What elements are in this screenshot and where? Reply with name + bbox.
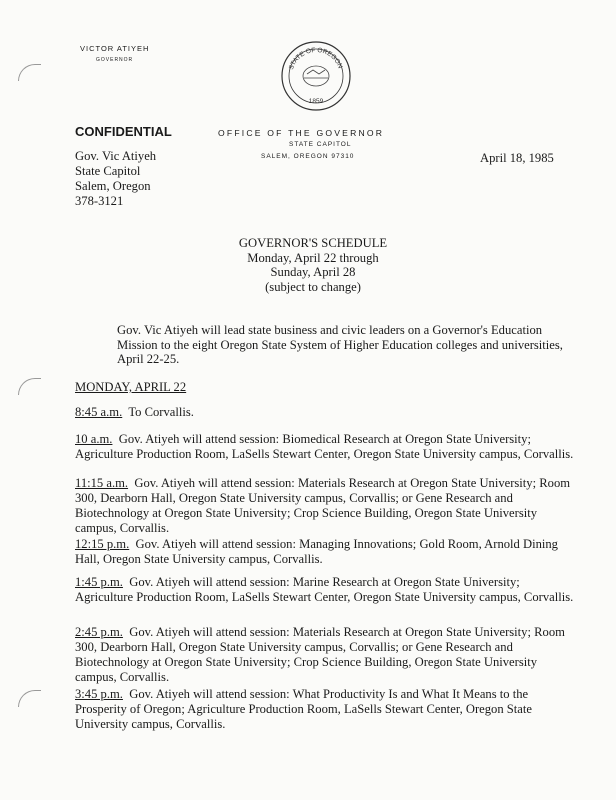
entry-text: Gov. Atiyeh will attend session: Materials Research at Oregon State University; Room 300, Dearborn Hall, Oregon State University campus, Corvallis; or Gene Research and Biotechnology at Oregon State University; Crop Science Building, Oregon State University campus, Corvallis.	[75, 625, 565, 684]
governor-name: VICTOR ATIYEH	[80, 44, 150, 53]
confidential-label: CONFIDENTIAL	[75, 124, 172, 139]
entry-text: Gov. Atiyeh will attend session: Materials Research at Oregon State University; Room 300, Dearborn Hall, Oregon State University campus, Corvallis; or Gene Research and Biotechnology at Oregon State University; Crop Science Building, Oregon State University campus, Corvallis.	[75, 476, 571, 535]
address-line-1: STATE CAPITOL	[289, 141, 352, 148]
schedule-range: Sunday, April 28	[270, 265, 356, 279]
address-line-2: SALEM, OREGON 97310	[261, 153, 355, 160]
schedule-title: GOVERNOR'S SCHEDULE	[238, 236, 388, 250]
contact-line: 378-3121	[75, 194, 124, 208]
intro-paragraph: Gov. Vic Atiyeh will lead state business and civic leaders on a Governor's Education Mission to the eight Oregon State System of Higher Education colleges and universities, April 22-25.	[117, 323, 563, 366]
schedule-title-block	[188, 236, 438, 294]
day-heading: MONDAY, APRIL 22	[75, 380, 187, 394]
entry-time: 3:45 p.m.	[75, 687, 123, 701]
schedule-entry	[75, 625, 575, 685]
margin-mark	[18, 64, 41, 81]
entry-time: 10 a.m.	[75, 432, 113, 446]
contact-line: Salem, Oregon	[75, 179, 151, 193]
entry-text: Gov. Atiyeh will attend session: Managing Innovations; Gold Room, Arnold Dining Hall, Oregon State University campus, Corvallis.	[75, 537, 558, 566]
entry-time: 1:45 p.m.	[75, 575, 123, 589]
contact-line: Gov. Vic Atiyeh	[75, 149, 157, 163]
entry-time: 8:45 a.m.	[75, 405, 123, 419]
margin-mark	[18, 690, 41, 707]
entry-time: 11:15 a.m.	[75, 476, 129, 490]
schedule-entry	[75, 687, 575, 732]
entry-text: Gov. Atiyeh will attend session: What Productivity Is and What It Means to the Prosperity of Oregon; Agriculture Production Room, LaSells Stewart Center, Oregon State University campus, Corvallis.	[75, 687, 532, 731]
contact-line: State Capitol	[75, 164, 141, 178]
entry-text: Gov. Atiyeh will attend session: Marine Research at Oregon State University; Agriculture Production Room, LaSells Stewart Center, Oregon State University campus, Corvallis.	[75, 575, 574, 604]
schedule-entry	[75, 537, 575, 567]
schedule-entry	[75, 405, 575, 420]
letter-date: April 18, 1985	[480, 151, 554, 165]
schedule-entry	[75, 476, 575, 536]
svg-text:STATE OF OREGON: STATE OF OREGON	[287, 46, 344, 71]
governor-title: GOVERNOR	[96, 57, 134, 63]
svg-text:1859: 1859	[308, 98, 324, 105]
office-title: OFFICE OF THE GOVERNOR	[218, 128, 385, 138]
schedule-note: (subject to change)	[265, 279, 361, 294]
entry-time: 2:45 p.m.	[75, 625, 123, 639]
entry-text: Gov. Atiyeh will attend session: Biomedical Research at Oregon State University; Agriculture Production Room, LaSells Stewart Center, Oregon State University campus, Corvallis.	[75, 432, 574, 461]
entry-time: 12:15 p.m.	[75, 537, 130, 551]
schedule-entry	[75, 432, 575, 462]
schedule-entry	[75, 575, 575, 605]
state-seal	[280, 40, 352, 112]
entry-text: To Corvallis.	[128, 405, 194, 419]
schedule-range: Monday, April 22 through	[247, 250, 379, 265]
contact-block	[75, 149, 156, 209]
margin-mark	[18, 378, 41, 395]
